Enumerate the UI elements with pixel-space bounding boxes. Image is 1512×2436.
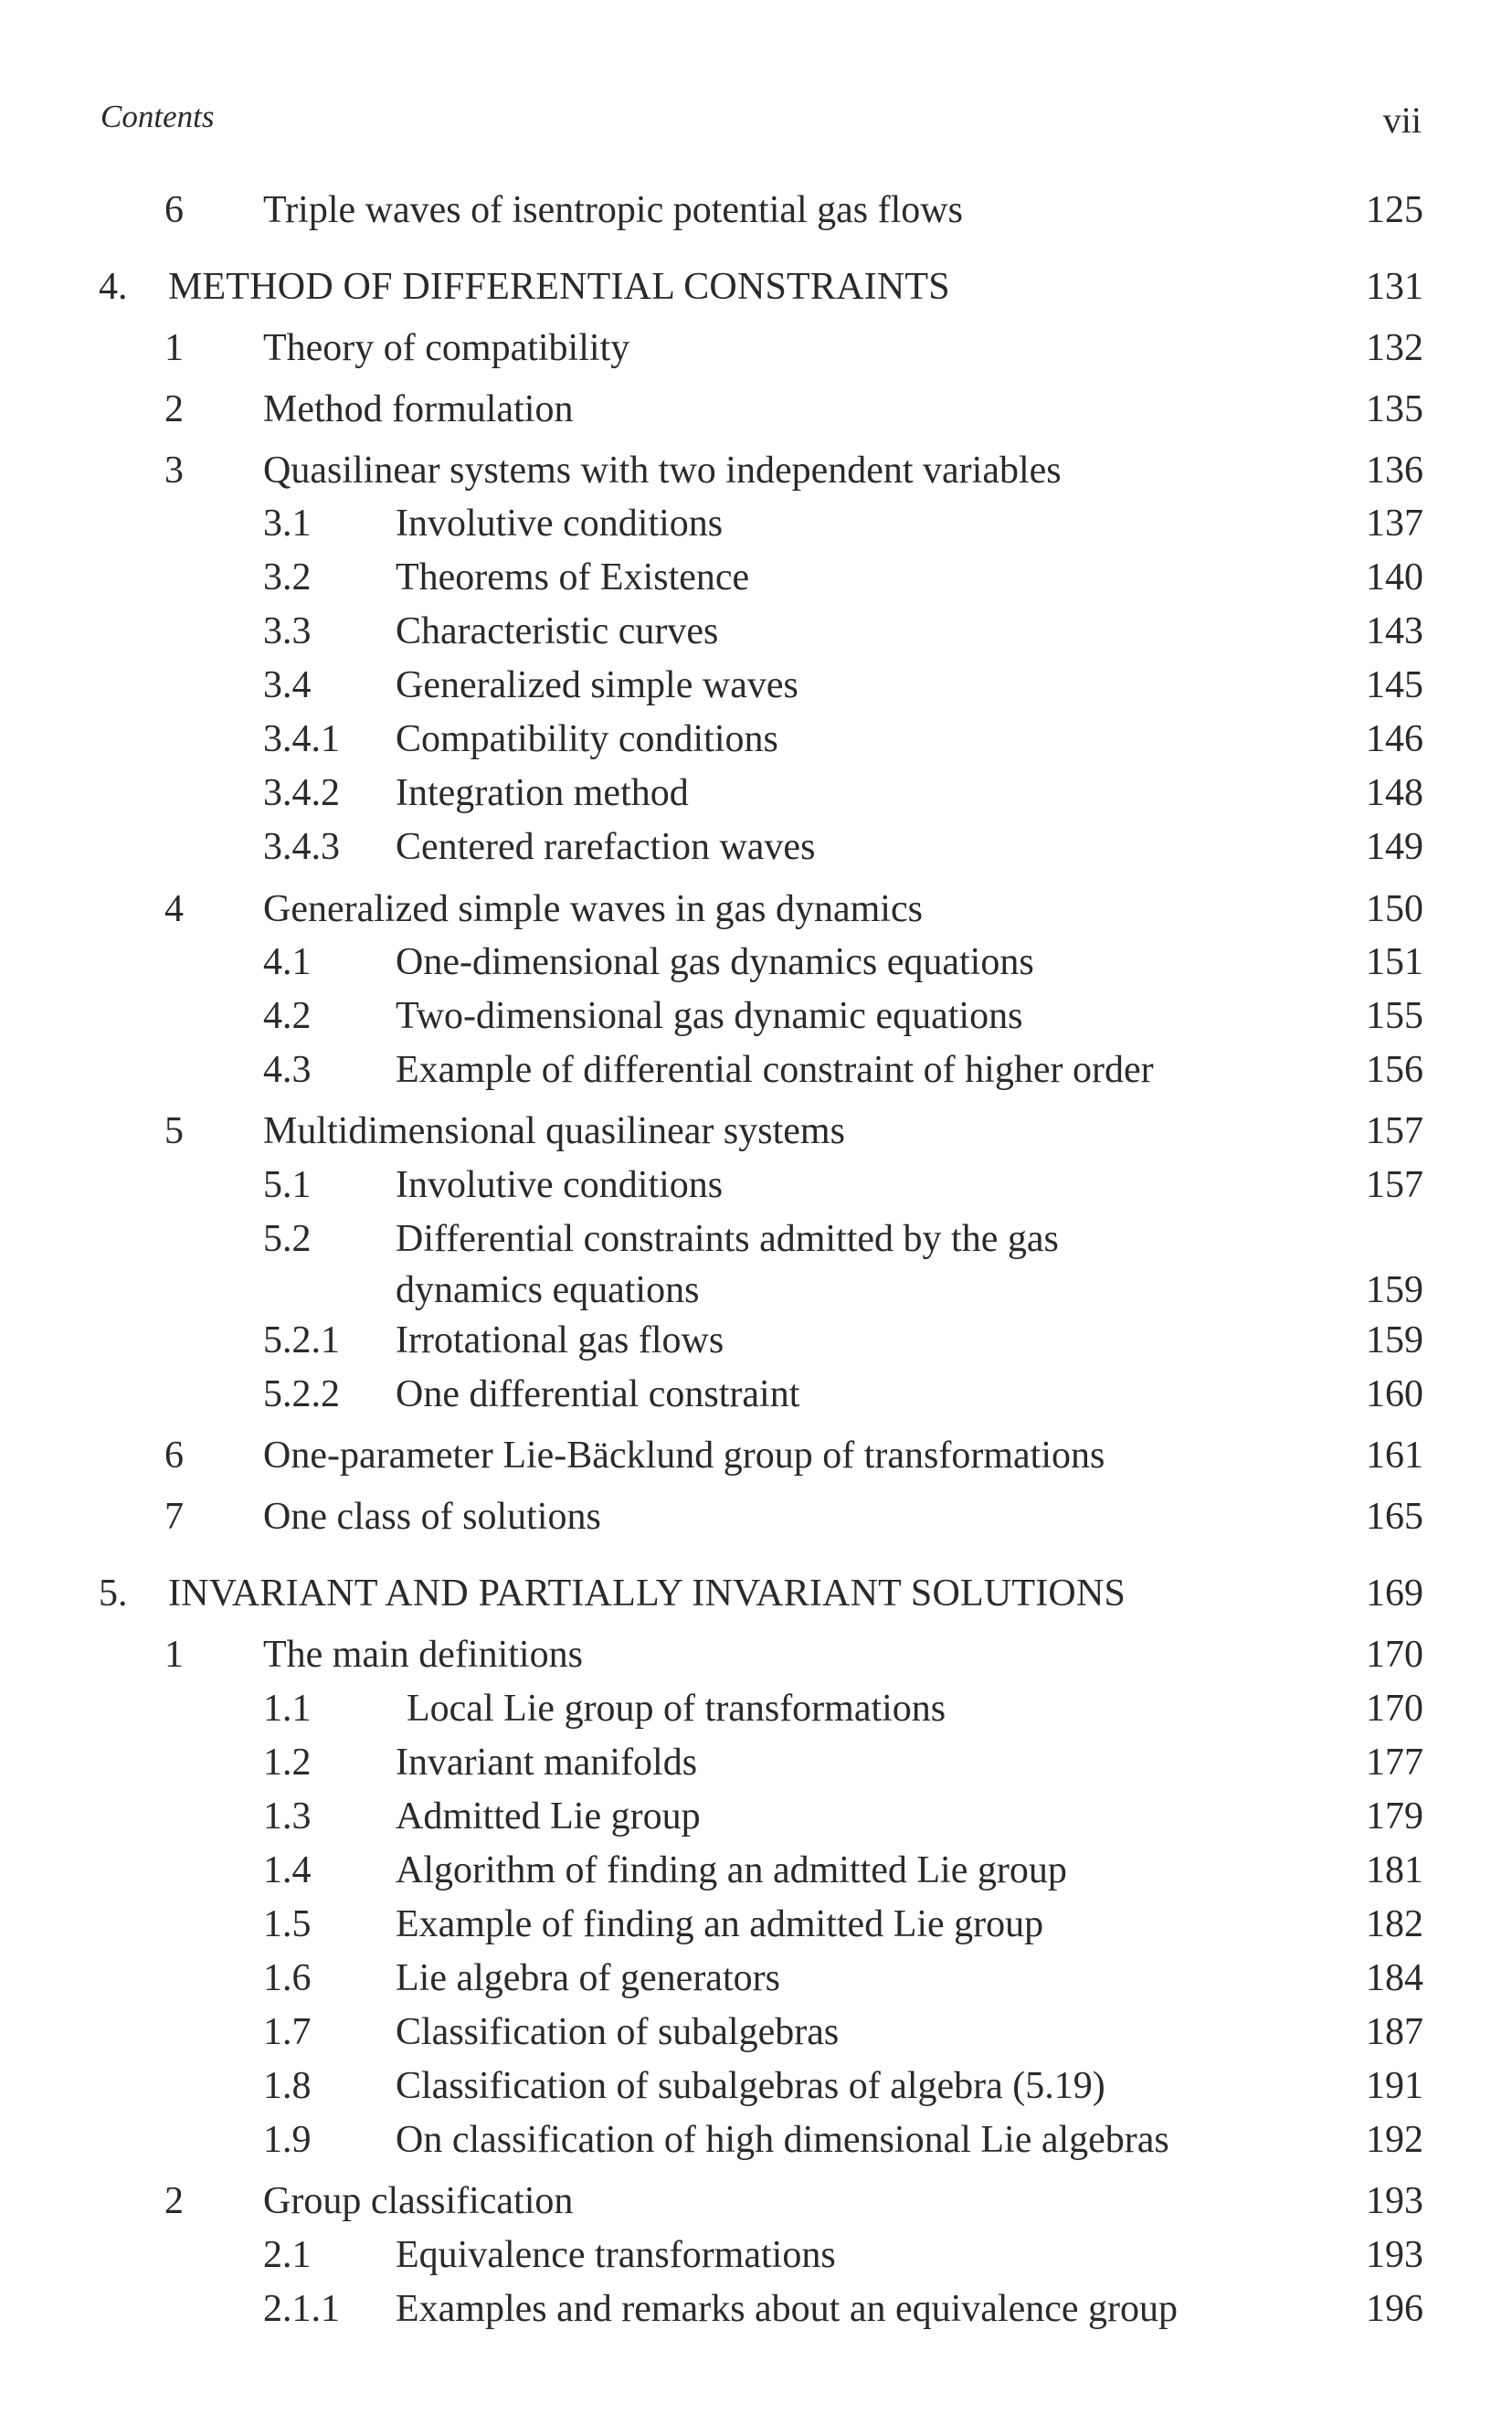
- toc-entry-number: 7: [164, 1496, 184, 1538]
- toc-subentry-number: 2.1: [263, 2234, 312, 2276]
- toc-chapter[interactable]: [0, 261, 1512, 312]
- toc-subentry[interactable]: [0, 2060, 1512, 2112]
- toc-subentry[interactable]: [0, 2114, 1512, 2166]
- toc-subentry-title: Involutive conditions: [396, 503, 724, 545]
- toc-entry-number: 5: [164, 1110, 184, 1152]
- toc-subentry[interactable]: [0, 768, 1512, 819]
- toc-subentry-number: 5.2.2: [263, 1373, 340, 1415]
- toc-subentry[interactable]: [0, 498, 1512, 549]
- toc-entry-title: One-parameter Lie-Bäcklund group of transformations: [263, 1435, 1105, 1477]
- toc-subentry-title: Integration method: [396, 772, 689, 814]
- toc-subentry-number: 3.3: [263, 610, 312, 652]
- toc-subentry-page: 146: [1366, 718, 1423, 760]
- toc-entry-page: 157: [1366, 1110, 1423, 1152]
- toc-subentry[interactable]: [0, 1683, 1512, 1734]
- toc-entry[interactable]: [0, 185, 1512, 236]
- toc-entry-number: 2: [164, 2180, 184, 2222]
- toc-entry-page: 170: [1366, 1634, 1423, 1676]
- toc-subentry-title: [396, 1213, 1059, 1316]
- toc-entry[interactable]: [0, 445, 1512, 496]
- toc-subentry[interactable]: [0, 1369, 1512, 1420]
- toc-subentry[interactable]: [0, 606, 1512, 657]
- toc-subentry-page: 149: [1366, 826, 1423, 868]
- toc-subentry[interactable]: [0, 2229, 1512, 2281]
- toc-subentry[interactable]: [0, 2283, 1512, 2335]
- toc-entry[interactable]: [0, 2176, 1512, 2227]
- toc-subentry[interactable]: [0, 660, 1512, 711]
- toc-subentry-title: Irrotational gas flows: [396, 1319, 724, 1361]
- toc-subentry[interactable]: [0, 1737, 1512, 1788]
- toc-entry-title: Theory of compatibility: [263, 327, 630, 369]
- toc-subentry-number: 1.4: [263, 1849, 312, 1891]
- toc-chapter[interactable]: [0, 1568, 1512, 1619]
- toc-subentry-number: 1.9: [263, 2119, 312, 2161]
- toc-subentry-title: Admitted Lie group: [396, 1795, 701, 1838]
- toc-subentry-number: 4.1: [263, 941, 312, 983]
- toc-subentry-page: 159: [1366, 1319, 1423, 1361]
- toc-entry[interactable]: [0, 884, 1512, 935]
- toc-entry-page: 125: [1366, 189, 1423, 231]
- toc-subentry-page: 155: [1366, 995, 1423, 1037]
- toc-subentry[interactable]: [0, 552, 1512, 603]
- toc-subentry-page: 157: [1366, 1164, 1423, 1206]
- page-number: vii: [1382, 100, 1422, 141]
- toc-entry-page: 135: [1366, 388, 1423, 430]
- toc-subentry-title-line2: dynamics equations: [396, 1269, 700, 1311]
- toc-subentry-number: 1.2: [263, 1742, 312, 1784]
- toc-subentry-title: Compatibility conditions: [396, 718, 778, 760]
- toc-chapter-number: 5.: [99, 1573, 128, 1615]
- toc-entry-page: 193: [1366, 2180, 1423, 2222]
- toc-subentry[interactable]: [0, 821, 1512, 873]
- toc-subentry-title: Involutive conditions: [396, 1164, 724, 1206]
- toc-subentry-page: 181: [1366, 1849, 1423, 1891]
- toc-chapter-title: METHOD OF DIFFERENTIAL CONSTRAINTS: [168, 266, 950, 308]
- toc-subentry-title: Lie algebra of generators: [396, 1957, 780, 1999]
- toc-entry[interactable]: [0, 1430, 1512, 1481]
- toc-entry-number: 1: [164, 1634, 184, 1676]
- toc-subentry-number: 3.4: [263, 664, 312, 706]
- toc-entry-title: Method formulation: [263, 388, 574, 430]
- toc-subentry-page: 191: [1366, 2065, 1423, 2107]
- toc-subentry[interactable]: [0, 1160, 1512, 1211]
- toc-subentry-page: 196: [1366, 2288, 1423, 2330]
- toc-subentry-number: 5.2.1: [263, 1319, 340, 1361]
- toc-subentry-page: 192: [1366, 2119, 1423, 2161]
- toc-subentry-title: Examples and remarks about an equivalence group: [396, 2288, 1179, 2330]
- toc-subentry-title: Centered rarefaction waves: [396, 826, 816, 868]
- toc-subentry-page: 184: [1366, 1957, 1423, 1999]
- toc-subentry[interactable]: [0, 2007, 1512, 2058]
- running-head-title: Contents: [100, 99, 215, 134]
- toc-subentry-page: 159: [1366, 1269, 1423, 1311]
- toc-chapter-number: 4.: [99, 266, 128, 308]
- toc-subentry-title: On classification of high dimensional Lie algebras: [396, 2119, 1169, 2161]
- toc-subentry-page: 182: [1366, 1903, 1423, 1945]
- toc-entry[interactable]: [0, 1106, 1512, 1157]
- toc-subentry[interactable]: [0, 1899, 1512, 1950]
- toc-subentry-number: 4.2: [263, 995, 312, 1037]
- toc-subentry-title-line1: Differential constraints admitted by the gas: [396, 1218, 1059, 1260]
- toc-subentry-page: 170: [1366, 1688, 1423, 1730]
- toc-entry-title: The main definitions: [263, 1634, 583, 1676]
- toc-subentry-number: 3.4.2: [263, 772, 340, 814]
- toc-subentry-page: 140: [1366, 556, 1423, 598]
- toc-entry-title: Generalized simple waves in gas dynamics: [263, 888, 923, 930]
- toc-subentry[interactable]: [0, 1315, 1512, 1366]
- toc-entry-title: One class of solutions: [263, 1496, 601, 1538]
- toc-subentry[interactable]: [0, 1791, 1512, 1842]
- toc-subentry-page: 143: [1366, 610, 1423, 652]
- toc-entry-page: 165: [1366, 1496, 1423, 1538]
- toc-subentry-number: 1.3: [263, 1795, 312, 1838]
- toc-subentry-number: 3.1: [263, 503, 312, 545]
- toc-entry-page: 132: [1366, 327, 1423, 369]
- toc-subentry-number: 3.4.1: [263, 718, 340, 760]
- toc-subentry-number: 1.6: [263, 1957, 312, 1999]
- toc-subentry-title: One-dimensional gas dynamics equations: [396, 941, 1034, 983]
- toc-subentry-title: Invariant manifolds: [396, 1742, 698, 1784]
- toc-subentry-title: Characteristic curves: [396, 610, 719, 652]
- toc-entry-number: 2: [164, 388, 184, 430]
- toc-subentry[interactable]: [0, 937, 1512, 988]
- toc-entry[interactable]: [0, 1629, 1512, 1680]
- toc-entry-title: Multidimensional quasilinear systems: [263, 1110, 845, 1152]
- toc-entry-title: Triple waves of isentropic potential gas flows: [263, 189, 963, 231]
- toc-entry[interactable]: [0, 323, 1512, 374]
- toc-subentry-number: 5.1: [263, 1164, 312, 1206]
- toc-subentry[interactable]: [0, 990, 1512, 1042]
- toc-subentry-number: 3.4.3: [263, 826, 340, 868]
- toc-subentry-number: 1.8: [263, 2065, 312, 2107]
- toc-entry-title: Group classification: [263, 2180, 574, 2222]
- toc-subentry-title: Equivalence transformations: [396, 2234, 836, 2276]
- toc-entry-title: Quasilinear systems with two independent variables: [263, 450, 1062, 492]
- toc-entry-page: 136: [1366, 450, 1423, 492]
- toc-subentry-title: Classification of subalgebras of algebra (5.19): [396, 2065, 1105, 2107]
- toc-subentry-page: 148: [1366, 772, 1423, 814]
- toc-entry-page: 150: [1366, 888, 1423, 930]
- toc-subentry-page: 193: [1366, 2234, 1423, 2276]
- toc-subentry-page: 179: [1366, 1795, 1423, 1838]
- toc-subentry-page: 145: [1366, 664, 1423, 706]
- toc-subentry-title: One differential constraint: [396, 1373, 800, 1415]
- toc-subentry-number: 5.2: [263, 1218, 312, 1260]
- toc-subentry-title: Example of differential constraint of higher order: [396, 1049, 1154, 1091]
- toc-entry-number: 3: [164, 450, 184, 492]
- toc-subentry-number: 2.1.1: [263, 2288, 340, 2330]
- toc-subentry-page: 156: [1366, 1049, 1423, 1091]
- toc-subentry[interactable]: [0, 1953, 1512, 2004]
- toc-subentry-page: 151: [1366, 941, 1423, 983]
- toc-subentry-page: 177: [1366, 1742, 1423, 1784]
- toc-subentry-number: 1.5: [263, 1903, 312, 1945]
- toc-subentry-number: 3.2: [263, 556, 312, 598]
- toc-subentry[interactable]: [0, 714, 1512, 765]
- toc-subentry[interactable]: [0, 1044, 1512, 1096]
- toc-subentry-page: 137: [1366, 503, 1423, 545]
- toc-subentry-title: Algorithm of finding an admitted Lie group: [396, 1849, 1067, 1891]
- toc-entry-number: 6: [164, 189, 184, 231]
- toc-entry-number: 4: [164, 888, 184, 930]
- toc-chapter-page: 169: [1366, 1573, 1423, 1615]
- toc-subentry-number: 4.3: [263, 1049, 312, 1091]
- toc-subentry-title: Theorems of Existence: [396, 556, 750, 598]
- toc-subentry[interactable]: [0, 1845, 1512, 1896]
- toc-subentry-page: 187: [1366, 2011, 1423, 2053]
- toc-subentry-title: Two-dimensional gas dynamic equations: [396, 995, 1023, 1037]
- toc-chapter-page: 131: [1366, 266, 1423, 308]
- toc-entry-number: 6: [164, 1435, 184, 1477]
- toc-chapter-title: INVARIANT AND PARTIALLY INVARIANT SOLUTIONS: [168, 1573, 1126, 1615]
- toc-subentry-title: Example of finding an admitted Lie group: [396, 1903, 1044, 1945]
- toc-subentry[interactable]: [0, 1213, 1512, 1316]
- toc-subentry-page: 160: [1366, 1373, 1423, 1415]
- toc-subentry-number: 1.1: [263, 1688, 312, 1730]
- toc-subentry-title: Generalized simple waves: [396, 664, 798, 706]
- toc-entry-page: 161: [1366, 1435, 1423, 1477]
- toc-subentry-number: 1.7: [263, 2011, 312, 2053]
- toc-subentry-title: Classification of subalgebras: [396, 2011, 840, 2053]
- toc-entry[interactable]: [0, 1491, 1512, 1542]
- toc-entry-number: 1: [164, 327, 184, 369]
- toc-entry[interactable]: [0, 384, 1512, 435]
- toc-subentry-title: Local Lie group of transformations: [407, 1688, 946, 1730]
